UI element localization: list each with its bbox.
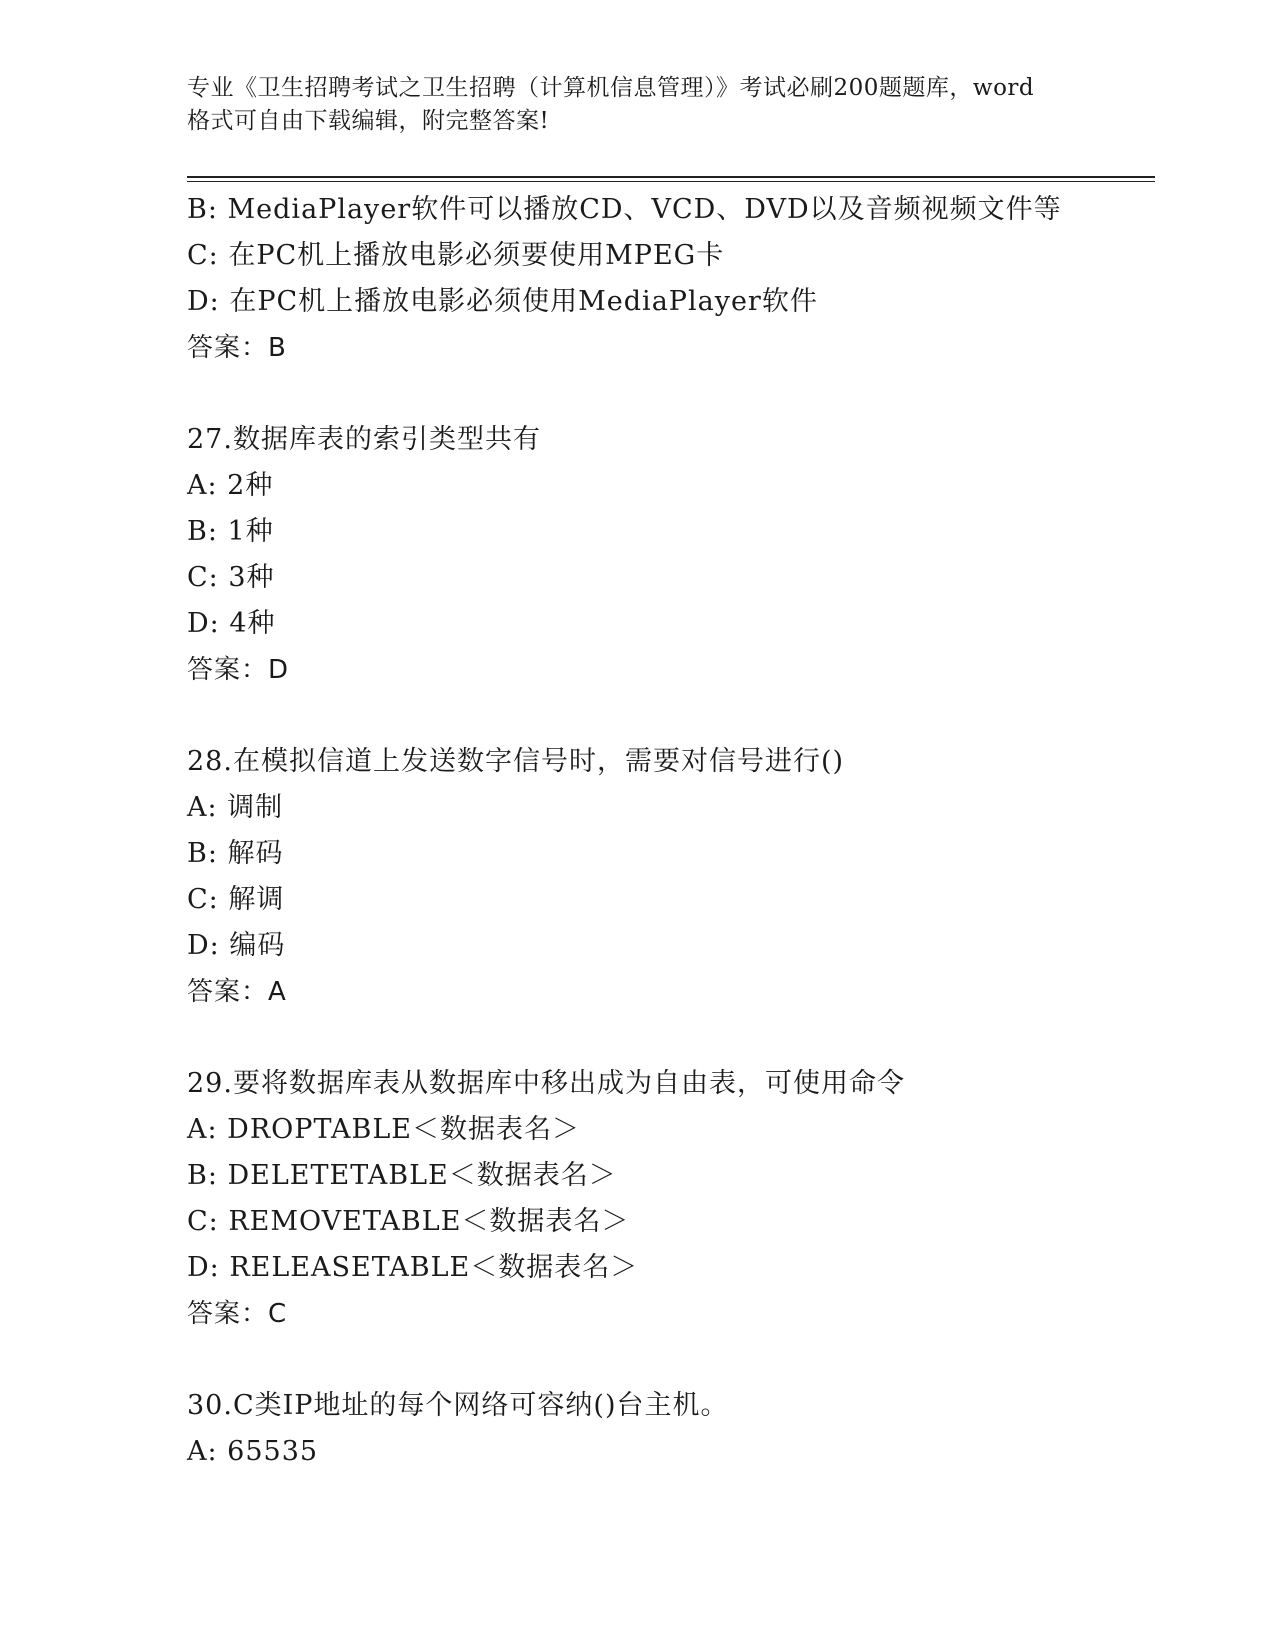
spacer [187,693,1147,739]
answer: 答案：A [187,977,287,1007]
option-a: A: 2种 [187,470,274,501]
option-a: A: DROPTABLE＜数据表名＞ [187,1114,580,1145]
header-divider-thick [187,176,1155,178]
answer: 答案：B [187,333,287,363]
question-text: 27.数据库表的索引类型共有 [187,424,541,455]
question-29 [187,1061,1147,1337]
option-d: D: RELEASETABLE＜数据表名＞ [187,1252,639,1283]
spacer [187,371,1147,417]
option-b: B: MediaPlayer软件可以播放CD、VCD、DVD以及音频视频文件等 [187,194,1062,225]
option-b: B: DELETETABLE＜数据表名＞ [187,1160,617,1191]
answer: 答案：C [187,1299,288,1329]
question-30 [187,1383,1147,1475]
option-c: C: 解调 [187,884,285,915]
answer: 答案：D [187,655,290,685]
option-c: C: 在PC机上播放电影必须要使用MPEG卡 [187,240,725,271]
header-line-2: 格式可自由下载编辑，附完整答案! [187,108,550,134]
option-b: B: 1种 [187,516,274,547]
spacer [187,1337,1147,1383]
question-list [187,187,1147,1475]
option-c: C: REMOVETABLE＜数据表名＞ [187,1206,630,1237]
spacer [187,1015,1147,1061]
question-26 [187,187,1147,371]
question-27 [187,417,1147,693]
document-header [187,72,1087,138]
option-d: D: 在PC机上播放电影必须使用MediaPlayer软件 [187,286,818,317]
option-d: D: 4种 [187,608,276,639]
question-text: 30.C类IP地址的每个网络可容纳()台主机。 [187,1390,729,1421]
question-text: 28.在模拟信道上发送数字信号时，需要对信号进行() [187,746,845,777]
option-b: B: 解码 [187,838,284,869]
option-a: A: 调制 [187,792,284,823]
question-28 [187,739,1147,1015]
header-divider-thin [187,181,1155,182]
option-a: A: 65535 [187,1436,319,1467]
header-line-1: 专业《卫生招聘考试之卫生招聘（计算机信息管理）》考试必刷200题题库，word [187,75,1035,101]
question-text: 29.要将数据库表从数据库中移出成为自由表，可使用命令 [187,1068,905,1099]
option-d: D: 编码 [187,930,286,961]
option-c: C: 3种 [187,562,275,593]
